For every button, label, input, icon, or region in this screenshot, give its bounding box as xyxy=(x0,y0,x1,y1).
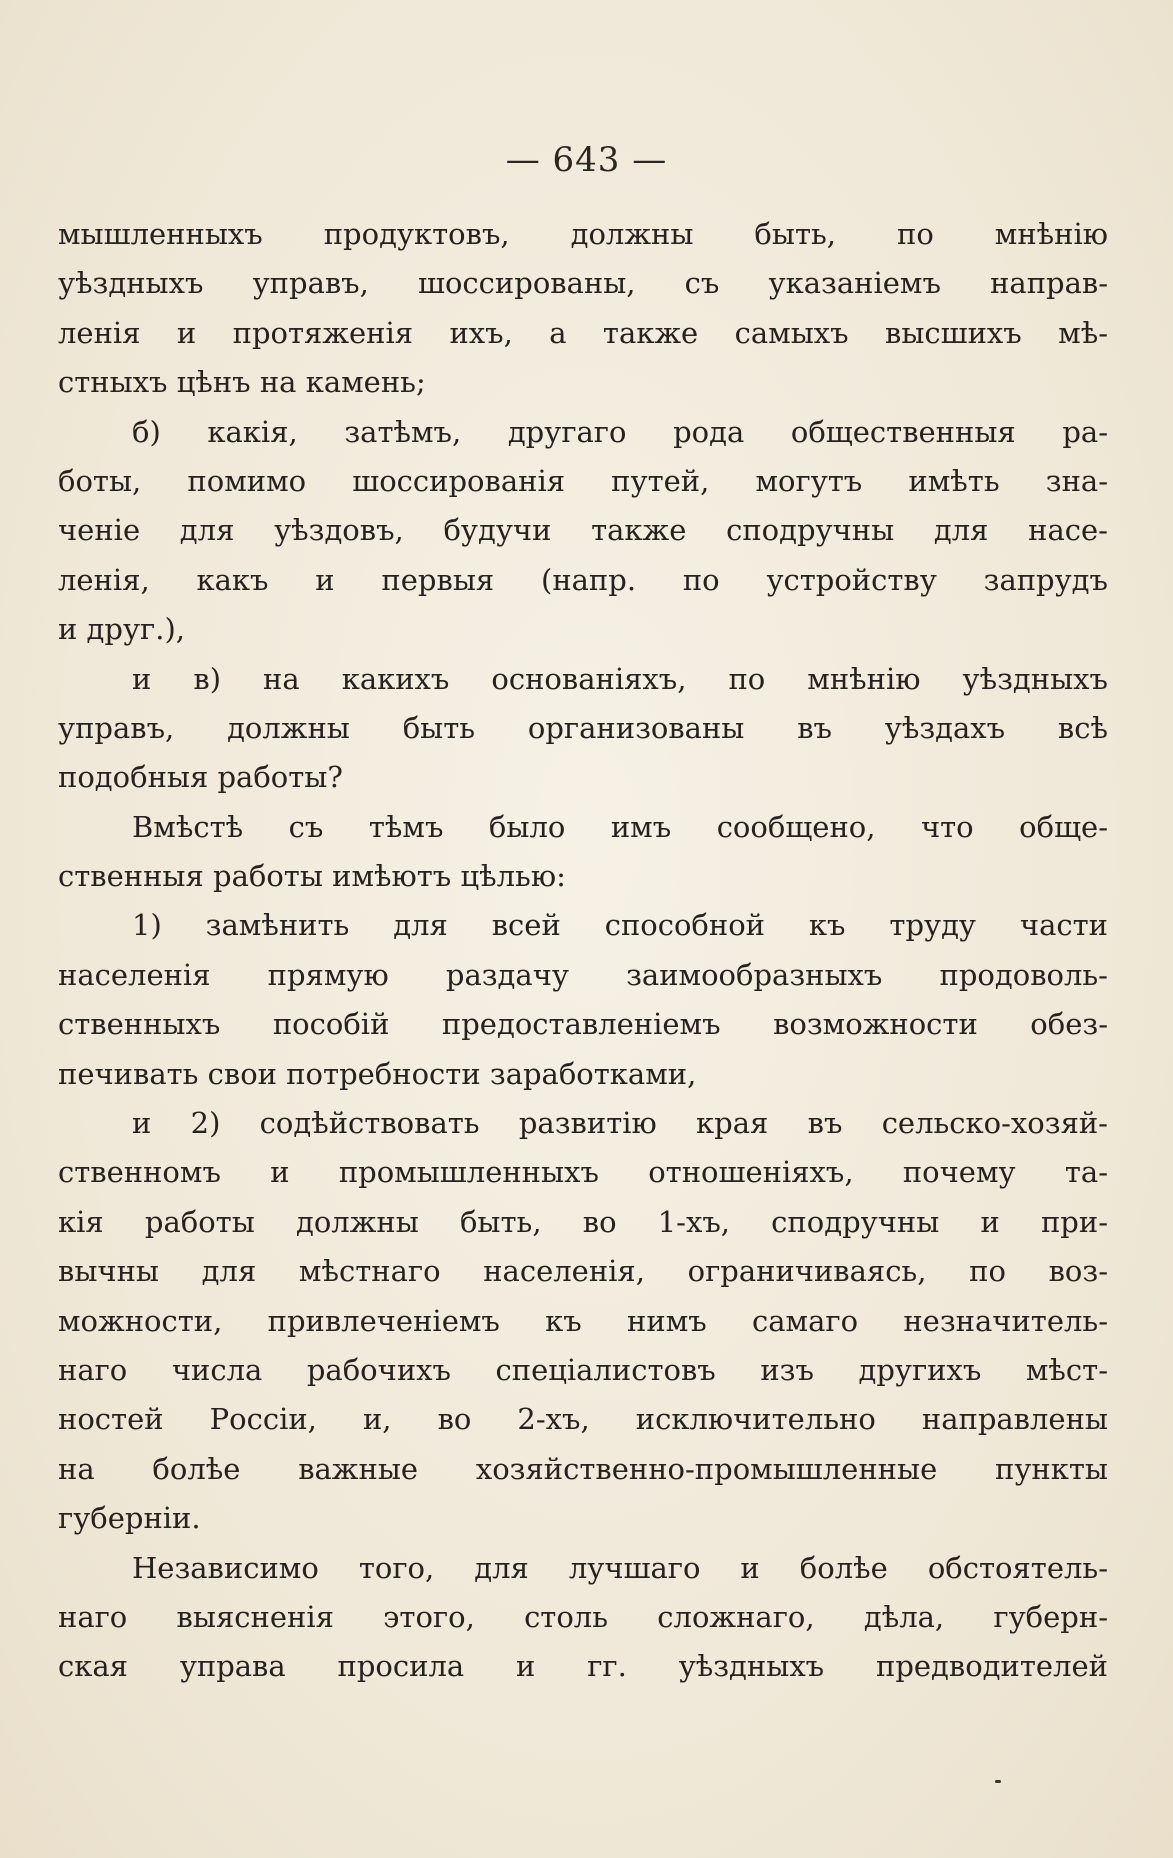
text-line: и друг.), xyxy=(58,612,185,647)
text-line: б) какія, затѣмъ, другаго рода общественныя ра- xyxy=(132,414,1108,449)
ink-speck xyxy=(995,1780,1001,1783)
text-line: уѣздныхъ управъ, шоссированы, съ указаніемъ направ- xyxy=(58,266,1108,301)
text-line: и 2) содѣйствовать развитію края въ сельско-хозяй- xyxy=(132,1106,1108,1141)
text-line: наго выясненія этого, столь сложнаго, дѣла, губерн- xyxy=(58,1599,1108,1634)
text-line: ственномъ и промышленныхъ отношеніяхъ, почему та- xyxy=(58,1155,1108,1190)
text-line: Вмѣстѣ съ тѣмъ было имъ сообщено, что обще- xyxy=(132,809,1108,844)
text-line: управъ, должны быть организованы въ уѣздахъ всѣ xyxy=(58,710,1108,745)
text-line: наго числа рабочихъ спеціалистовъ изъ другихъ мѣст- xyxy=(58,1352,1108,1387)
text-line: мышленныхъ продуктовъ, должны быть, по мнѣнію xyxy=(58,217,1108,251)
text-line: печивать свои потребности заработками, xyxy=(58,1056,697,1091)
text-line: ская управа просила и гг. уѣздныхъ предводителей xyxy=(58,1649,1108,1684)
body-text xyxy=(58,210,1108,1692)
text-line: вычны для мѣстнаго населенія, ограничиваясь, по воз- xyxy=(58,1254,1108,1289)
text-line: и в) на какихъ основаніяхъ, по мнѣнію уѣздныхъ xyxy=(132,661,1108,696)
text-line: ленія и протяженія ихъ, а также самыхъ высшихъ мѣ- xyxy=(58,315,1108,350)
text-line: ченіе для уѣздовъ, будучи также сподручны для насе- xyxy=(58,513,1108,548)
text-line: Независимо того, для лучшаго и болѣе обстоятель- xyxy=(132,1550,1108,1585)
text-line: на болѣе важные хозяйственно-промышленные пункты xyxy=(58,1451,1108,1486)
text-line: ленія, какъ и первыя (напр. по устройству запрудъ xyxy=(58,562,1108,597)
text-line: ственныхъ пособій предоставленіемъ возможности обез- xyxy=(58,1007,1108,1042)
text-line: ностей Россіи, и, во 2-хъ, исключительно направлены xyxy=(58,1402,1108,1437)
text-line: боты, помимо шоссированія путей, могутъ имѣть зна- xyxy=(58,463,1108,498)
text-line: ственныя работы имѣютъ цѣлью: xyxy=(58,859,566,894)
text-line: кія работы должны быть, во 1-хъ, сподручны и при- xyxy=(58,1204,1108,1239)
text-line: стныхъ цѣнъ на камень; xyxy=(58,365,426,400)
text-line: населенія прямую раздачу заимообразныхъ продоволь- xyxy=(58,957,1108,992)
text-line: подобныя работы? xyxy=(58,760,343,795)
text-line: можности, привлеченіемъ къ нимъ самаго незначитель- xyxy=(58,1303,1108,1338)
text-line: 1) замѣнить для всей способной къ труду части xyxy=(132,908,1108,943)
page-number: — 643 — xyxy=(505,140,668,180)
text-line: губерніи. xyxy=(58,1501,201,1536)
